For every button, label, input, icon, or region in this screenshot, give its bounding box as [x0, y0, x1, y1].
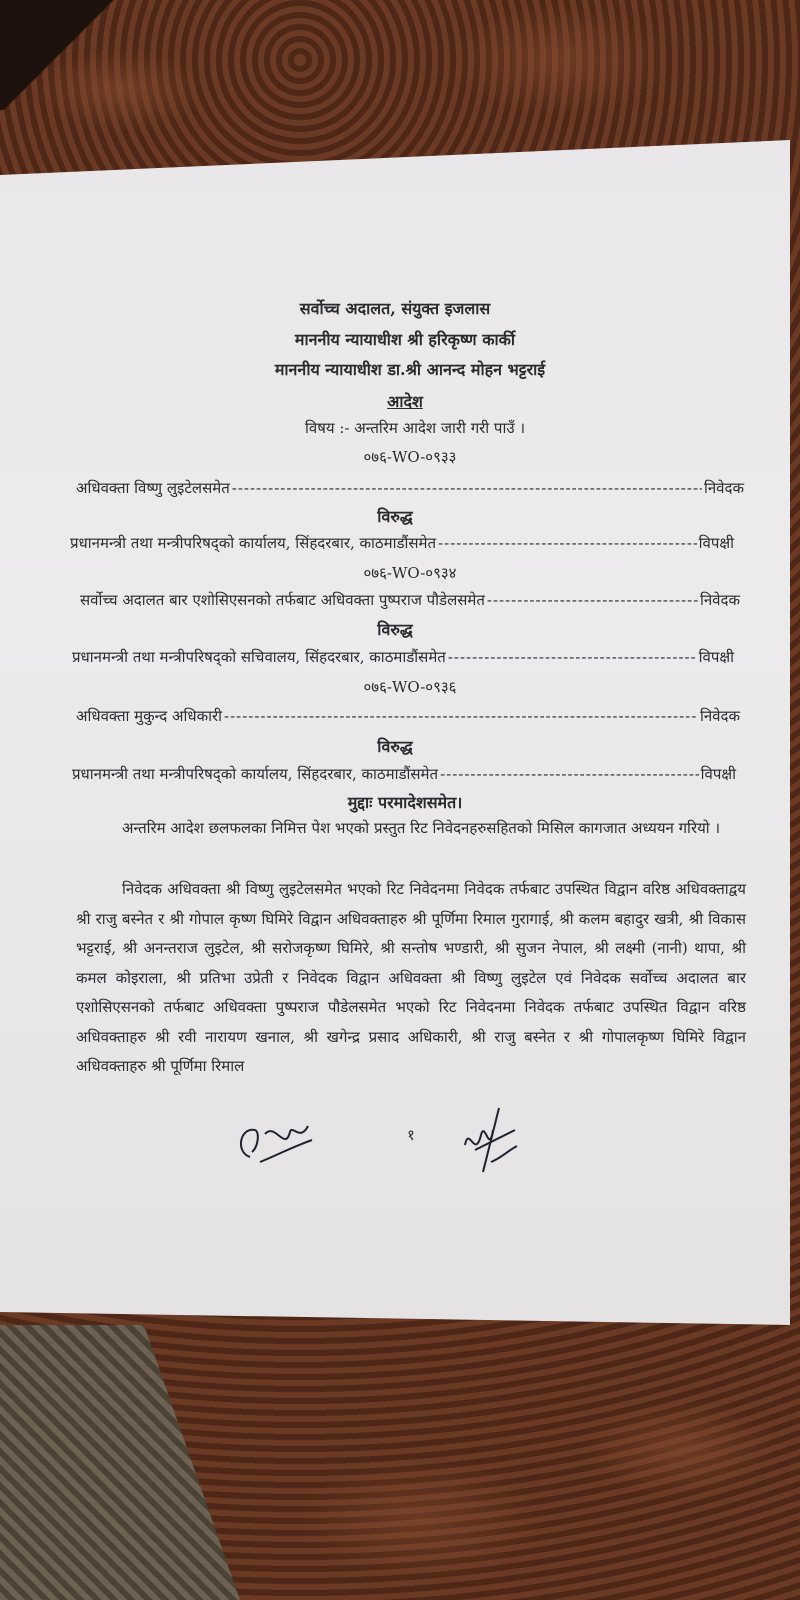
justice-two: माननीय न्यायाधीश डा.श्री आनन्द मोहन भट्टराई	[274, 360, 546, 379]
case-3-petitioner-row	[76, 706, 740, 726]
leader-dashes	[232, 479, 702, 497]
page-number: १	[407, 1126, 415, 1144]
case-2-petitioner-row	[80, 590, 740, 610]
leader-dashes	[448, 648, 697, 666]
case-number-2: ०७६-WO-०९३४	[363, 564, 457, 582]
case-1-versus: विरुद्ध	[377, 507, 413, 526]
case-2-respondent-role: विपक्षी	[698, 648, 734, 666]
case-3-petitioner-role: निवेदक	[699, 707, 740, 725]
case-number-1: ०७६-WO-०९३३	[363, 448, 457, 466]
document-type: आदेश	[387, 392, 423, 411]
case-3-respondent: प्रधानमन्त्री तथा मन्त्रीपरिषद्को कार्यालय, सिंहदरबार, काठमाडौंसमेत	[72, 765, 439, 783]
court-order-document	[0, 140, 790, 1325]
signature-right	[455, 1100, 525, 1180]
case-number-3: ०७६-WO-०९३६	[363, 678, 457, 696]
case-2-petitioner: सर्वोच्च अदालत बार एशोसिएसनको तर्फबाट अधिवक्ता पुष्पराज पौडेलसमेत	[80, 591, 485, 609]
subject-line: विषय :- अन्तरिम आदेश जारी गरी पाउँ ।	[304, 419, 526, 437]
case-2-respondent-row	[72, 647, 734, 667]
case-1-respondent-row	[70, 533, 734, 553]
case-2-petitioner-role: निवेदक	[699, 591, 740, 609]
case-1-petitioner: अधिवक्ता विष्णु लुइटेलसमेत	[76, 479, 230, 497]
paragraph-1: अन्तरिम आदेश छलफलका निमित्त पेश भएको प्रस्तुत रिट निवेदनहरुसहितको मिसिल कागजात अध्ययन गरियो ।	[122, 819, 721, 837]
case-3-respondent-row	[72, 764, 736, 784]
paragraph-2: निवेदक अधिवक्ता श्री विष्णु लुइटेलसमेत भएको रिट निवेदनमा निवेदक तर्फबाट उपस्थित विद्वान वरिष्ठ अधिवक्ताद्वय श्री राजु बस्नेत र श्री गोपाल कृष्ण घिमिरे विद्वान अधिवक्ताहरु श्री पूर्णिमा रिमाल गुरागाई, श्री कलम बहादुर खत्री, श्री विकास भट्टराई, श्री अनन्तराज लुइटेल, श्री सरोजकृष्ण घिमिरे, श्री सन्तोष भण्डारी, श्री सुजन नेपाल, श्री लक्ष्मी (नानी) थापा, श्री कमल कोइराला, श्री प्रतिभा उप्रेती र निवेदक विद्वान अधिवक्ता श्री विष्णु लुइटेल एवं निवेदक सर्वोच्च अदालत बार एशोसिएसनको तर्फबाट अधिवक्ता पुष्पराज पौडेलसमेत भएको रिट निवेदनमा निवेदक तर्फबाट उपस्थित विद्वान वरिष्ठ अधिवक्ताहरु श्री रवी नारायण खनाल, श्री खगेन्द्र प्रसाद अधिकारी, श्री राजु बस्नेत र श्री गोपालकृष्ण घिमिरे विद्वान अधिवक्ताहरु श्री पूर्णिमा रिमाल	[76, 880, 746, 1075]
signature-left	[230, 1112, 320, 1172]
leader-dashes	[487, 591, 698, 609]
matter-line: मुद्दाः परमादेशसमेत।	[347, 793, 463, 812]
case-3-petitioner: अधिवक्ता मुकुन्द अधिकारी	[76, 707, 223, 725]
case-3-respondent-role: विपक्षी	[700, 765, 736, 783]
case-1-petitioner-role: निवेदक	[703, 479, 744, 497]
leader-dashes	[438, 534, 697, 552]
case-2-versus: विरुद्ध	[377, 620, 413, 639]
case-3-versus: विरुद्ध	[377, 737, 413, 756]
case-1-respondent: प्रधानमन्त्री तथा मन्त्रीपरिषद्को कार्यालय, सिंहदरबार, काठमाडौंसमेत	[70, 534, 437, 552]
court-name: सर्वोच्च अदालत, संयुक्त इजलास	[299, 299, 491, 318]
dark-corner-shadow	[0, 0, 140, 110]
justice-one: माननीय न्यायाधीश श्री हरिकृष्ण कार्की	[294, 330, 516, 349]
leader-dashes	[224, 707, 698, 725]
leader-dashes	[440, 765, 699, 783]
case-2-respondent: प्रधानमन्त्री तथा मन्त्रीपरिषद्को सचिवालय, सिंहदरबार, काठमाडौंसमेत	[72, 648, 446, 666]
case-1-respondent-role: विपक्षी	[698, 534, 734, 552]
case-1-petitioner-row	[76, 478, 744, 498]
